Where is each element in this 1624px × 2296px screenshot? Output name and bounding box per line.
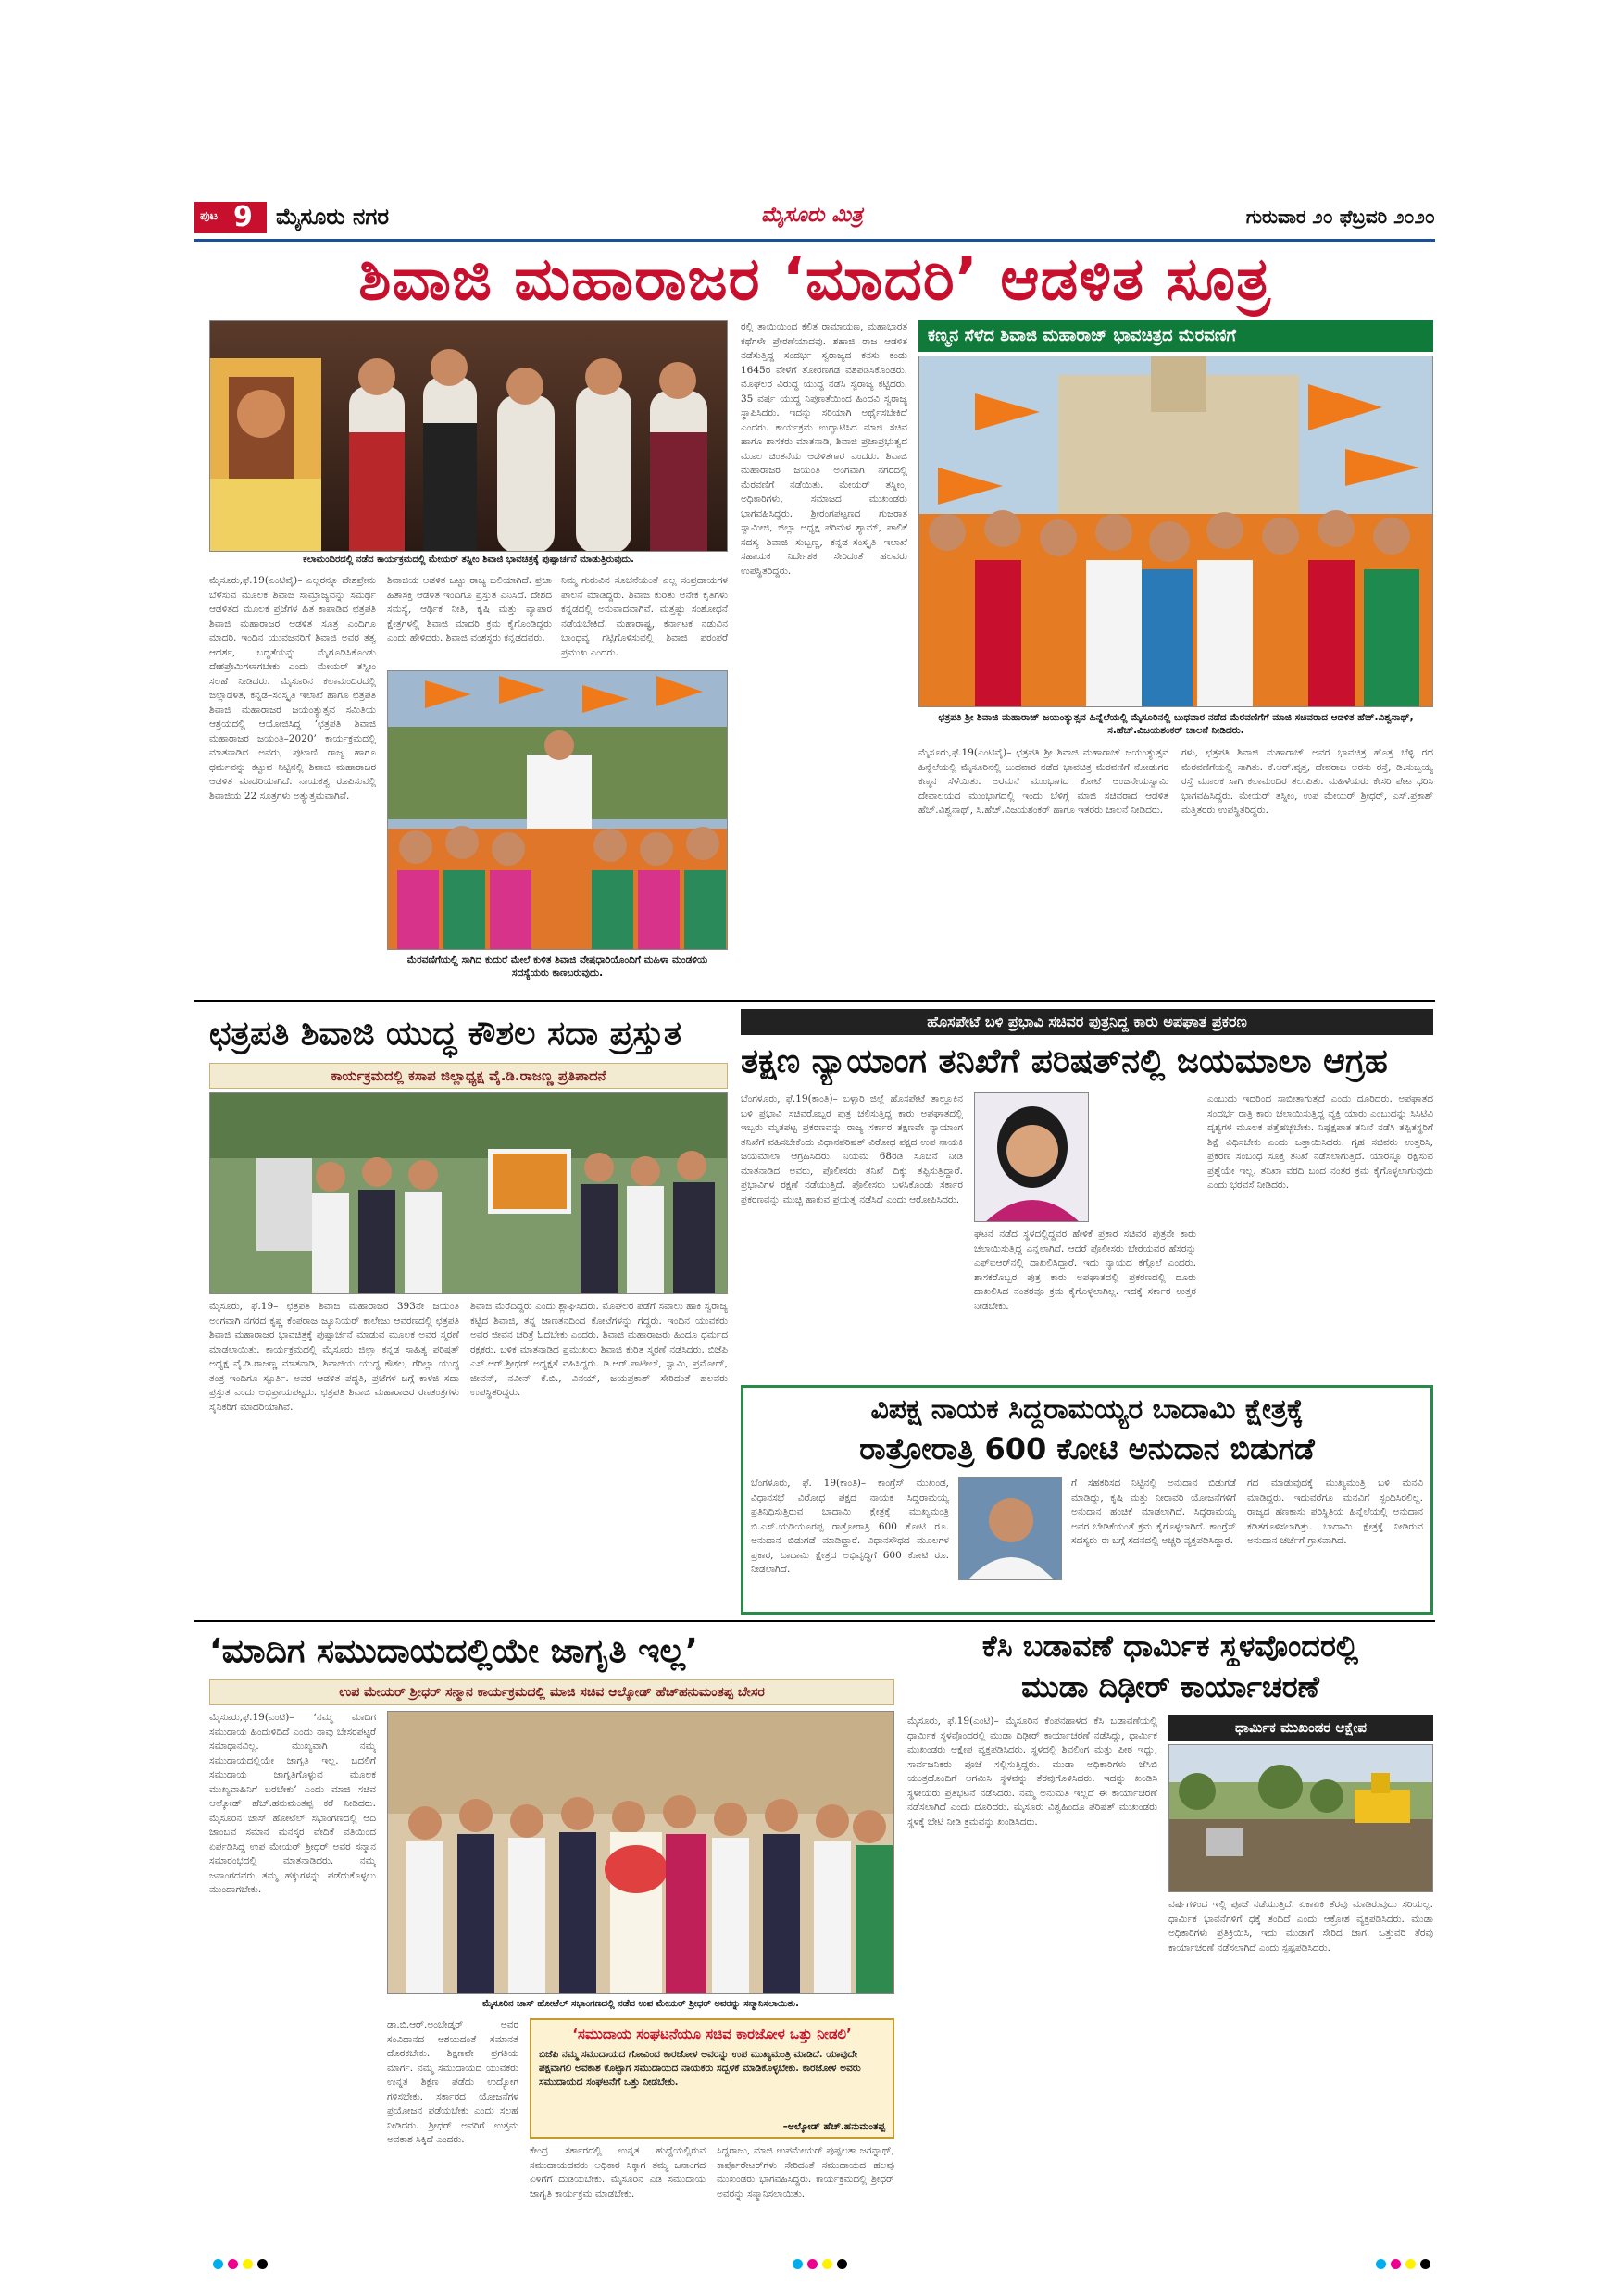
muda-article-col1: ಮೈಸೂರು, ಫೆ.19(ಎಂಟಿ)– ಮೈಸೂರಿನ ಕೆಂಪನಹಾಳದ ಕೆಸಿ ಬಡಾವಣೆಯಲ್ಲಿ ಧಾರ್ಮಿಕ ಸ್ಥಳವೊಂದರಲ್ಲಿ ಮುಡಾ ದಿಢೀರ್ ಕಾರ್ಯಾಚರಣೆ ನಡೆಸಿದ್ದು, ಧಾರ್ಮಿಕ ಮುಖಂಡರು ಆಕ್ಷೇಪ ವ್ಯಕ್ತಪಡಿಸಿದರು. ಸ್ಥಳದಲ್ಲಿ ಶಿವಲಿಂಗ ಮತ್ತು ಪೀಠ ಇದ್ದು, ಸಾರ್ವಜನಿಕರು ಪೂಜೆ ಸಲ್ಲಿಸುತ್ತಿದ್ದರು. ಮುಡಾ ಅಧಿಕಾರಿಗಳು ಜೆಸಿಬಿ ಯಂತ್ರದೊಂದಿಗೆ ಆಗಮಿಸಿ ಸ್ಥಳವನ್ನು ತೆರವುಗೊಳಿಸಿದರು. ಇದನ್ನು ಖಂಡಿಸಿ ಸ್ಥಳೀಯರು ಪ್ರತಿಭಟನೆ ನಡೆಸಿದರು. ನಮ್ಮ ಅನುಮತಿ ಇಲ್ಲದೆ ಈ ಕಾರ್ಯಾಚರಣೆ ನಡೆಸಲಾಗಿದೆ ಎಂದು ದೂರಿದರು. ಮೈಸೂರು ವಿಶ್ವಹಿಂದೂ ಪರಿಷತ್ ಮುಖಂಡರು ಸ್ಥಳಕ್ಕೆ ಭೇಟಿ ನೀಡಿ ಕ್ರಮವನ್ನು ಖಂಡಿಸಿದರು. [907, 1716, 1157, 1828]
masthead-rule [194, 239, 1435, 242]
registration-dot [1391, 2259, 1401, 2269]
muda-site-photo [1168, 1744, 1433, 1892]
lead-article-col4: ರಲ್ಲಿ ತಾಯಿಯಿಂದ ಕಲಿತ ರಾಮಾಯಣ, ಮಹಾಭಾರತ ಕಥೆಗಳೇ ಪ್ರೇರಣೆಯಾದವು. ಶಹಾಜಿ ರಾಜ ಆಡಳಿತ ನಡೆಸುತ್ತಿದ್ದ ಸಂದರ್ಭ ಸ್ವರಾಜ್ಯದ ಕನಸು ಕಂಡು 1645ರ ವೇಳೆಗೆ ತೋರಣಗಡ ವಶಪಡಿಸಿಕೊಂಡರು. ಮೊಘಲರ ವಿರುದ್ಧ ಯುದ್ಧ ನಡೆಸಿ ಸ್ವರಾಜ್ಯ ಕಟ್ಟಿದರು. 35 ವರ್ಷ ಯುದ್ಧ ನಿಪುಣತೆಯಿಂದ ಹಿಂದವಿ ಸ್ವರಾಜ್ಯ ಸ್ಥಾಪಿಸಿದರು. ಇದನ್ನು ಸರಿಯಾಗಿ ಅರ್ಥೈಸಬೇಕಿದೆ ಎಂದರು. ಕಾರ್ಯಕ್ರಮ ಉದ್ಘಾಟಿಸಿದ ಮಾಜಿ ಸಚಿವ ಹಾಗೂ ಶಾಸಕರು ಮಾತನಾಡಿ, ಶಿವಾಜಿ ಪ್ರಜಾಪ್ರಭುತ್ವದ ಮೂಲ ಚಿಂತನೆಯ ಆಡಳಿತಗಾರ ಎಂದರು. ಶಿವಾಜಿ ಮಹಾರಾಜರ ಜಯಂತಿ ಅಂಗವಾಗಿ ನಗರದಲ್ಲಿ ಮೆರವಣಿಗೆ ನಡೆಯಿತು. ಮೇಯರ್ ತಸ್ನೀಂ, ಅಧಿಕಾರಿಗಳು, ಸಮಾಜದ ಮುಖಂಡರು ಭಾಗವಹಿಸಿದ್ದರು. ಶ್ರೀರಂಗಪಟ್ಟಣದ ಗುಜರಾತ ಸ್ವಾಮೀಜಿ, ಜಿಲ್ಲಾ ಅಧ್ಯಕ್ಷ ಪರಿಮಳ ಶ್ಯಾಮ್, ಪಾಲಿಕೆ ಸದಸ್ಯ ಶಿವಾಜಿ ಸುಬ್ಬಣ್ಣ, ಕನ್ನಡ–ಸಂಸ್ಕೃತಿ ಇಲಾಖೆ ಸಹಾಯಕ ನಿರ್ದೇಶಕ ಸೇರಿದಂತೆ ಹಲವರು ಉಪಸ್ಥಿತರಿದ್ದರು. [741, 321, 907, 577]
accident-article-col1: ಬೆಂಗಳೂರು, ಫೆ.19(ಕಾಂತಿ)– ಬಳ್ಳಾರಿ ಜಿಲ್ಲೆ ಹೊಸಪೇಟೆ ತಾಲ್ಲೂಕಿನ ಬಳಿ ಪ್ರಭಾವಿ ಸಚಿವರೊಬ್ಬರ ಪುತ್ರ ಚಲಿಸುತ್ತಿದ್ದ ಕಾರು ಅಪಘಾತದಲ್ಲಿ ಇಬ್ಬರು ಮೃತಪಟ್ಟ ಪ್ರಕರಣವನ್ನು ರಾಜ್ಯ ಸರ್ಕಾರ ತಕ್ಷಣವೇ ನ್ಯಾಯಾಂಗ ತನಿಖೆಗೆ ವಹಿಸಬೇಕೆಂದು ವಿಧಾನಪರಿಷತ್ ವಿರೋಧ ಪಕ್ಷದ ಉಪ ನಾಯಕಿ ಜಯಮಾಲಾ ಆಗ್ರಹಿಸಿದರು. ನಿಯಮ 68ರಡಿ ಸೂಚನೆ ನೀಡಿ ಮಾತನಾಡಿದ ಅವರು, ಪೊಲೀಸರು ತನಿಖೆ ದಿಕ್ಕು ತಪ್ಪಿಸುತ್ತಿದ್ದಾರೆ. ಪ್ರಭಾವಿಗಳ ರಕ್ಷಣೆ ನಡೆಯುತ್ತಿದೆ. ಪೊಲೀಸರು ಬಳಸಿಕೊಂಡು ಸರ್ಕಾರ ಪ್ರಕರಣವನ್ನು ಮುಚ್ಚಿ ಹಾಕುವ ಪ್ರಯತ್ನ ನಡೆಸಿದೆ ಎಂದು ಆರೋಪಿಸಿದರು. [741, 1093, 963, 1205]
page-number: 9 [233, 201, 253, 233]
registration-dot [213, 2259, 223, 2269]
madiga-quote-text: ಬಿಜೆಪಿ ನಮ್ಮ ಸಮುದಾಯದ ಗೋವಿಂದ ಕಾರಜೋಳ ಅವರನ್ನು ಉಪ ಮುಖ್ಯಮಂತ್ರಿ ಮಾಡಿದೆ. ಯಾವುದೇ ಪಕ್ಷವಾಗಲಿ ಅವಕಾಶ ಕೊಟ್ಟಾಗ ಸಮುದಾಯದ ನಾಯಕರು ಸದ್ಬಳಕೆ ಮಾಡಿಕೊಳ್ಳಬೇಕು. ಕಾರಜೋಳ ಅವರು ಸಮುದಾಯದ ಸಂಘಟನೆಗೆ ಒತ್ತು ನೀಡಬೇಕು. [539, 2049, 861, 2088]
madiga-subhead-box [209, 1679, 894, 1705]
muda-headline-line2: ಮುಡಾ ದಿಢೀರ್ ಕಾರ್ಯಾಚರಣೆ [1021, 1669, 1319, 1704]
page-label: ಪುಟ [200, 209, 219, 223]
madiga-article-col4: ಸಿದ್ದರಾಜು, ಮಾಜಿ ಉಪಮೇಯರ್ ಪುಷ್ಪಲತಾ ಜಗನ್ನಾಥ್, ಕಾರ್ಪೊರೇಟರ್‌ಗಳು ಸೇರಿದಂತೆ ಸಮುದಾಯದ ಹಲವು ಮುಖಂಡರು ಭಾಗವಹಿಸಿದ್ದರು. ಕಾರ್ಯಕ್ರಮದಲ್ಲಿ ಶ್ರೀಧರ್ ಅವರನ್ನು ಸನ್ಮಾನಿಸಲಾಯಿತು. [717, 2145, 894, 2200]
lead-article-col1: ಮೈಸೂರು,ಫೆ.19(ಎಂಟಿವೈ)– ಎಲ್ಲರನ್ನೂ ದೇಶಪ್ರೇಮ ಬೆಳೆಸುವ ಮೂಲಕ ಶಿವಾಜಿ ಸಾಮ್ರಾಜ್ಯವನ್ನು ಸಮರ್ಥ ಆಡಳಿತದ ಮೂಲಕ ಪ್ರಜೆಗಳ ಹಿತ ಕಾಪಾಡಿದ ಛತ್ರಪತಿ ಶಿವಾಜಿ ಮಹಾರಾಜರ ಆಡಳಿತ ಸೂತ್ರ ಎಂದಿಗೂ ಮಾದರಿ. ಇಂದಿನ ಯುವಜನರಿಗೆ ಶಿವಾಜಿ ಅವರ ತತ್ವ ಆದರ್ಶ, ಬದ್ಧತೆಯನ್ನು ಮೈಗೂಡಿಸಿಕೊಂಡು ದೇಶಪ್ರೇಮಿಗಳಾಗಬೇಕು ಎಂದು ಮೇಯರ್ ತಸ್ನೀಂ ಸಲಹೆ ನೀಡಿದರು. ಮೈಸೂರಿನ ಕಲಾಮಂದಿರದಲ್ಲಿ ಜಿಲ್ಲಾಡಳಿತ, ಕನ್ನಡ–ಸಂಸ್ಕೃತಿ ಇಲಾಖೆ ಹಾಗೂ ಛತ್ರಪತಿ ಶಿವಾಜಿ ಮಹಾರಾಜರ ಜಯಂತ್ಯುತ್ಸವ ಸಮಿತಿಯ ಆಶ್ರಯದಲ್ಲಿ ಆಯೋಜಿಸಿದ್ದ ‘ಛತ್ರಪತಿ ಶಿವಾಜಿ ಮಹಾರಾಜರ ಜಯಂತಿ–2020’ ಕಾರ್ಯಕ್ರಮದಲ್ಲಿ ಮಾತನಾಡಿದ ಅವರು, ಪುಟಾಣಿ ರಾಜ್ಯ ಹಾಗೂ ಧರ್ಮವನ್ನು ಕಟ್ಟುವ ನಿಟ್ಟಿನಲ್ಲಿ ಶಿವಾಜಿ ಮಹಾರಾಜರ ಆಡಳಿತ ಮಾದರಿಯಾಗಿದೆ. ನಾಯಕತ್ವ ರೂಪಿಸುವಲ್ಲಿ ಶಿವಾಜಿಯ 22 ಸೂತ್ರಗಳು ಅತ್ಯುತ್ತಮವಾಗಿವೆ. [209, 575, 376, 802]
registration-dot [837, 2259, 847, 2269]
accident-kicker: ಹೊಸಪೇಟೆ ಬಳಿ ಪ್ರಭಾವಿ ಸಚಿವರ ಪುತ್ರನಿದ್ದ ಕಾರು ಅಪಘಾತ ಪ್ರಕರಣ [927, 1013, 1247, 1030]
badami-article-col2: ಗೆ ಸಹಕರಿಸದ ನಿಟ್ಟಿನಲ್ಲಿ ಅನುದಾನ ಬಿಡುಗಡೆ ಮಾಡಿದ್ದು, ಕೃಷಿ ಮತ್ತು ನೀರಾವರಿ ಯೋಜನೆಗಳಿಗೆ ಅನುದಾನ ಹಂಚಿಕೆ ಮಾಡಲಾಗಿದೆ. ಸಿದ್ದರಾಮಯ್ಯ ಅವರ ಬೇಡಿಕೆಯಂತೆ ಕ್ರಮ ಕೈಗೊಳ್ಳಲಾಗಿದೆ. ಕಾಂಗ್ರೆಸ್ ಸದಸ್ಯರು ಈ ಬಗ್ಗೆ ಸದನದಲ್ಲಿ ಅಚ್ಚರಿ ವ್ಯಕ್ತಪಡಿಸಿದ್ದಾರೆ. [1071, 1478, 1236, 1546]
accident-kicker-bar [741, 1009, 1433, 1035]
chhatrapati-article-col1: ಮೈಸೂರು, ಫೆ.19– ಛತ್ರಪತಿ ಶಿವಾಜಿ ಮಹಾರಾಜರ 393ನೇ ಜಯಂತಿ ಅಂಗವಾಗಿ ನಗರದ ಕೃಷ್ಣ ಕೆಂಪರಾಜ ಜ್ಯೂನಿಯರ್ ಕಾಲೇಜು ಆವರಣದಲ್ಲಿ ಛತ್ರಪತಿ ಶಿವಾಜಿ ಮಹಾರಾಜರ ಭಾವಚಿತ್ರಕ್ಕೆ ಪುಷ್ಪಾರ್ಚನೆ ಮಾಡುವ ಮೂಲಕ ಅವರ ಸ್ಮರಣೆ ಮಾಡಲಾಯಿತು. ಕಾರ್ಯಕ್ರಮದಲ್ಲಿ ಮೈಸೂರು ಜಿಲ್ಲಾ ಕನ್ನಡ ಸಾಹಿತ್ಯ ಪರಿಷತ್ ಅಧ್ಯಕ್ಷ ವೈ.ಡಿ.ರಾಜಣ್ಣ ಮಾತನಾಡಿ, ಶಿವಾಜಿಯ ಯುದ್ಧ ಕೌಶಲ, ಗೆರಿಲ್ಲಾ ಯುದ್ಧ ತಂತ್ರ ಇಂದಿಗೂ ಸ್ಫೂರ್ತಿ. ಅವರ ಆಡಳಿತ ಪದ್ಧತಿ, ಪ್ರಜೆಗಳ ಬಗ್ಗೆ ಕಾಳಜಿ ಸದಾ ಪ್ರಸ್ತುತ ಎಂದು ಅಭಿಪ್ರಾಯಪಟ್ಟರು. ಛತ್ರಪತಿ ಶಿವಾಜಿ ಮಹಾರಾಜರ ರಣತಂತ್ರಗಳು ಸೈನಿಕರಿಗೆ ಮಾದರಿಯಾಗಿವೆ. [209, 1301, 459, 1413]
accident-article-col3: ಎಂಬುದು ಇದರಿಂದ ಸಾಬೀತಾಗುತ್ತದೆ ಎಂದು ದೂರಿದರು. ಅಪಘಾತದ ಸಂದರ್ಭ ರಾತ್ರಿ ಕಾರು ಚಲಾಯಿಸುತ್ತಿದ್ದ ವ್ಯಕ್ತಿ ಯಾರು ಎಂಬುದನ್ನು ಸಿಸಿಟಿವಿ ದೃಶ್ಯಗಳ ಮೂಲಕ ಪತ್ತೆಹಚ್ಚಬೇಕು. ನಿಷ್ಪಕ್ಷಪಾತ ತನಿಖೆ ನಡೆಸಿ ತಪ್ಪಿತಸ್ಥರಿಗೆ ಶಿಕ್ಷೆ ವಿಧಿಸಬೇಕು ಎಂದು ಒತ್ತಾಯಿಸಿದರು. ಗೃಹ ಸಚಿವರು ಉತ್ತರಿಸಿ, ಪ್ರಕರಣ ಸಂಬಂಧ ಸೂಕ್ತ ತನಿಖೆ ನಡೆಸಲಾಗುತ್ತಿದೆ. ಯಾರನ್ನೂ ರಕ್ಷಿಸುವ ಪ್ರಶ್ನೆಯೇ ಇಲ್ಲ. ತನಿಖಾ ವರದಿ ಬಂದ ನಂತರ ಕ್ರಮ ಕೈಗೊಳ್ಳಲಾಗುವುದು ಎಂದು ಭರವಸೆ ನೀಡಿದರು. [1207, 1093, 1433, 1191]
chhatrapati-subhead: ಕಾರ್ಯಕ್ರಮದಲ್ಲಿ ಕಸಾಪ ಜಿಲ್ಲಾಧ್ಯಕ್ಷ ವೈ.ಡಿ.ರಾಜಣ್ಣ ಪ್ರತಿಪಾದನೆ [331, 1067, 606, 1084]
registration-dot [1420, 2259, 1430, 2269]
registration-dot [1405, 2259, 1416, 2269]
registration-dot [1376, 2259, 1386, 2269]
muda-side-label [1168, 1715, 1433, 1741]
chhatrapati-subhead-box [209, 1063, 728, 1089]
lead-article-col3: ನಿಮ್ಮ ಗುರುವಿನ ಸೂಚನೆಯಂತೆ ಎಲ್ಲ ಸಂಪ್ರದಾಯಗಳ ಪಾಲನೆ ಮಾಡಿದ್ದರು. ಶಿವಾಜಿ ಕುರಿತು ಅನೇಕ ಕೃತಿಗಳು ಕನ್ನಡದಲ್ಲಿ ಅನುವಾದವಾಗಿವೆ. ಮತ್ತಷ್ಟು ಸಂಶೋಧನೆ ನಡೆಯಬೇಕಿದೆ. ಮಹಾರಾಷ್ಟ್ರ, ಕರ್ನಾಟಕ ನಡುವಿನ ಬಾಂಧವ್ಯ ಗಟ್ಟಿಗೊಳಿಸುವಲ್ಲಿ ಶಿವಾಜಿ ಪರಂಪರೆ ಪ್ರಮುಖ ಎಂದರು. [561, 575, 728, 658]
badami-headline-line2: ರಾತ್ರೋರಾತ್ರಿ 600 ಕೋಟಿ ಅನುದಾನ ಬಿಡುಗಡೆ [859, 1431, 1315, 1466]
procession-article-col1: ಮೈಸೂರು,ಫೆ.19(ಎಂಟಿವೈ)– ಛತ್ರಪತಿ ಶ್ರೀ ಶಿವಾಜಿ ಮಹಾರಾಜ್ ಜಯಂತ್ಯುತ್ಸವ ಹಿನ್ನೆಲೆಯಲ್ಲಿ ಮೈಸೂರಿನಲ್ಲಿ ಬುಧವಾರ ನಡೆದ ಭಾವಚಿತ್ರ ಮೆರವಣಿಗೆ ನೋಡುಗರ ಕಣ್ಮನ ಸೆಳೆಯಿತು. ಅರಮನೆ ಮುಂಭಾಗದ ಕೋಟೆ ಆಂಜನೇಯಸ್ವಾಮಿ ದೇವಾಲಯದ ಮುಂಭಾಗದಲ್ಲಿ ಇಂದು ಬೆಳಿಗ್ಗೆ ಮಾಜಿ ಸಚಿವರಾದ ಆಡಳಿತ ಹೆಚ್.ವಿಶ್ವನಾಥ್, ಸಿ.ಹೆಚ್.ವಿಜಯಶಂಕರ್ ಹಾಗೂ ಇತರರು ಚಾಲನೆ ನೀಡಿದರು. [918, 747, 1168, 816]
madiga-quote-title: ‘ಸಮುದಾಯ ಸಂಘಟನೆಯೂ ಸಚಿವ ಕಾರಜೋಳ ಒತ್ತು ನೀಡಲಿ’ [572, 2026, 852, 2042]
women-procession-caption: ಮೆರವಣಿಗೆಯಲ್ಲಿ ಸಾಗಿದ ಕುದುರೆ ಮೇಲೆ ಕುಳಿತ ಶಿವಾಜಿ ವೇಷಧಾರಿಯೊಂದಿಗೆ ಮಹಿಳಾ ಮಂಡಳಿಯ ಸದಸ್ಯೆಯರು ಕಾಣಬರುವುದು. [406, 955, 708, 979]
procession-article-col2: ಗಳು, ಛತ್ರಪತಿ ಶಿವಾಜಿ ಮಹಾರಾಜ್ ಅವರ ಭಾವಚಿತ್ರ ಹೊತ್ತ ಬೆಳ್ಳಿ ರಥ ಮೆರವಣಿಗೆಯಲ್ಲಿ ಸಾಗಿತು. ಕೆ.ಆರ್.ವೃತ್ತ, ದೇವರಾಜ ಅರಸು ರಸ್ತೆ, ಡಿ.ಸುಬ್ಬಯ್ಯ ರಸ್ತೆ ಮೂಲಕ ಸಾಗಿ ಕಲಾಮಂದಿರ ತಲುಪಿತು. ಮಹಿಳೆಯರು ಕೇಸರಿ ಪೇಟ ಧರಿಸಿ ಭಾಗವಹಿಸಿದ್ದರು. ಮೇಯರ್ ತಸ್ನೀಂ, ಉಪ ಮೇಯರ್ ಶ್ರೀಧರ್, ಎಸ್.ಪ್ರಕಾಶ್ ಮತ್ತಿತರರು ಉಪಸ್ಥಿತರಿದ್ದರು. [1181, 747, 1433, 816]
badami-article-col1: ಬೆಂಗಳೂರು, ಫೆ. 19(ಕಾಂತಿ)– ಕಾಂಗ್ರೆಸ್ ಮುಖಂಡ, ವಿಧಾನಸಭೆ ವಿರೋಧ ಪಕ್ಷದ ನಾಯಕ ಸಿದ್ದರಾಮಯ್ಯ ಪ್ರತಿನಿಧಿಸುತ್ತಿರುವ ಬಾದಾಮಿ ಕ್ಷೇತ್ರಕ್ಕೆ ಮುಖ್ಯಮಂತ್ರಿ ಬಿ.ಎಸ್.ಯಡಿಯೂರಪ್ಪ ರಾತ್ರೋರಾತ್ರಿ 600 ಕೋಟಿ ರೂ. ಅನುದಾನ ಬಿಡುಗಡೆ ಮಾಡಿದ್ದಾರೆ. ವಿಧಾನಸೌಧದ ಮೂಲಗಳ ಪ್ರಕಾರ, ಬಾದಾಮಿ ಕ್ಷೇತ್ರದ ಅಭಿವೃದ್ಧಿಗೆ 600 ಕೋಟಿ ರೂ. ನೀಡಲಾಗಿದೆ. [751, 1478, 949, 1575]
registration-dot [257, 2259, 268, 2269]
registration-dot [822, 2259, 832, 2269]
felicitation-photo-caption: ಮೈಸೂರಿನ ಜಾಸ್‌ ಹೋಟೆಲ್ ಸಭಾಂಗಣದಲ್ಲಿ ನಡೆದ ಉಪ ಮೇಯರ್ ಶ್ರೀಧರ್ ಅವರನ್ನು ಸನ್ಮಾನಿಸಲಾಯಿತು. [482, 1999, 799, 2009]
issue-date: ಗುರುವಾರ ೨೦ ಫೆಬ್ರವರಿ ೨೦೨೦ [1245, 206, 1435, 228]
page-header [194, 198, 1435, 239]
registration-dot [243, 2259, 253, 2269]
paper-name: ಮೈಸೂರು ಮಿತ್ರ [761, 204, 863, 227]
madiga-headline: ‘ಮಾದಿಗ ಸಮುದಾಯದಲ್ಲಿಯೇ ಜಾಗೃತಿ ಇಲ್ಲ’ [209, 1632, 698, 1670]
chhatrapati-headline: ಛತ್ರಪತಿ ಶಿವಾಜಿ ಯುದ್ಧ ಕೌಶಲ ಸದಾ ಪ್ರಸ್ತುತ [209, 1015, 681, 1053]
section-divider-1 [194, 1000, 1435, 1002]
women-procession-photo [387, 670, 728, 950]
lead-headline: ಶಿವಾಜಿ ಮಹಾರಾಜರ ‘ಮಾದರಿ’ ಆಡಳಿತ ಸೂತ್ರ [358, 245, 1271, 314]
procession-banner [918, 320, 1433, 352]
muda-article-col2: ವರ್ಷಗಳಿಂದ ಇಲ್ಲಿ ಪೂಜೆ ನಡೆಯುತ್ತಿದೆ. ಏಕಾಏಕಿ ತೆರವು ಮಾಡಿರುವುದು ಸರಿಯಲ್ಲ. ಧಾರ್ಮಿಕ ಭಾವನೆಗಳಿಗೆ ಧಕ್ಕೆ ತಂದಿದೆ ಎಂದು ಆಕ್ರೋಶ ವ್ಯಕ್ತಪಡಿಸಿದರು. ಮುಡಾ ಅಧಿಕಾರಿಗಳು ಪ್ರತಿಕ್ರಿಯಿಸಿ, ಇದು ಮುಡಾಗೆ ಸೇರಿದ ಜಾಗ. ಒತ್ತುವರಿ ತೆರವು ಕಾರ್ಯಾಚರಣೆ ನಡೆಸಲಾಗಿದೆ ಎಂದು ಸ್ಪಷ್ಟಪಡಿಸಿದರು. [1168, 1899, 1433, 1953]
accident-headline: ತಕ್ಷಣ ನ್ಯಾಯಾಂಗ ತನಿಖೆಗೆ ಪರಿಷತ್‌ನಲ್ಲಿ ಜಯಮಾಲಾ ಆಗ್ರಹ [741, 1042, 1388, 1080]
madiga-article-col2: ಡಾ.ಬಿ.ಆರ್.ಅಂಬೇಡ್ಕರ್ ಅವರ ಸಂವಿಧಾನದ ಆಶಯದಂತೆ ಸಮಾನತೆ ದೊರಕಬೇಕು. ಶಿಕ್ಷಣವೇ ಪ್ರಗತಿಯ ಮಾರ್ಗ. ನಮ್ಮ ಸಮುದಾಯದ ಯುವಕರು ಉನ್ನತ ಶಿಕ್ಷಣ ಪಡೆದು ಉದ್ಯೋಗ ಗಳಿಸಬೇಕು. ಸರ್ಕಾರದ ಯೋಜನೆಗಳ ಪ್ರಯೋಜನ ಪಡೆಯಬೇಕು ಎಂದು ಸಲಹೆ ನೀಡಿದರು. ಶ್ರೀಧರ್ ಅವರಿಗೆ ಉತ್ತಮ ಅವಕಾಶ ಸಿಕ್ಕಿದೆ ಎಂದರು. [387, 2019, 518, 2145]
section-name: ಮೈಸೂರು ನಗರ [276, 204, 390, 230]
page-number-badge [194, 202, 267, 233]
section-divider-2 [194, 1620, 1435, 1622]
muda-headline-line1: ಕೆಸಿ ಬಡಾವಣೆ ಧಾರ್ಮಿಕ ಸ್ಥಳವೊಂದರಲ್ಲಿ [981, 1628, 1359, 1664]
procession-banner-text: ಕಣ್ಮನ ಸೆಳೆದ ಶಿವಾಜಿ ಮಹಾರಾಜ್ ಭಾವಚಿತ್ರದ ಮೆರವಣಿಗೆ [928, 326, 1237, 345]
registration-dot [793, 2259, 803, 2269]
procession-photo [918, 356, 1433, 707]
chhatrapati-article-col2: ಶಿವಾಜಿ ಮೆರೆದಿದ್ದರು ಎಂದು ಶ್ಲಾಘಿಸಿದರು. ಮೊಘಲರ ಪಡೆಗೆ ಸವಾಲು ಹಾಕಿ ಸ್ವರಾಜ್ಯ ಕಟ್ಟಿದ ಶಿವಾಜಿ, ತನ್ನ ಜಾಣತನದಿಂದ ಕೋಟೆಗಳನ್ನು ಗೆದ್ದರು. ಇಂದಿನ ಯುವಕರು ಅವರ ಜೀವನ ಚರಿತ್ರೆ ಓದಬೇಕು ಎಂದರು. ಶಿವಾಜಿ ಮಹಾರಾಜರು ಹಿಂದೂ ಧರ್ಮದ ರಕ್ಷಕರು. ಬಳಿಕ ಮಾತನಾಡಿದ ಪ್ರಮುಖರು ಶಿವಾಜಿ ಕುರಿತ ಸ್ಮರಣೆ ನಡೆಸಿದರು. ಬಿಜೆಪಿ ಎಸ್.ಆರ್.ಶ್ರೀಧರ್ ಅಧ್ಯಕ್ಷತೆ ವಹಿಸಿದ್ದರು. ಡಿ.ಆರ್.ಪಾಟೀಲ್, ಸ್ವಾಮಿ, ಪ್ರಮೋದ್, ಜೀವನ್, ನವೀನ್ ಕೆ.ಬಿ., ವಿನಯ್, ಜಯಪ್ರಕಾಶ್ ಸೇರಿದಂತೆ ಹಲವರು ಉಪಸ್ಥಿತರಿದ್ದರು. [470, 1301, 728, 1398]
registration-dot [228, 2259, 238, 2269]
accident-article-col2: ಘಟನೆ ನಡೆದ ಸ್ಥಳದಲ್ಲಿದ್ದವರ ಹೇಳಿಕೆ ಪ್ರಕಾರ ಸಚಿವರ ಪುತ್ರನೇ ಕಾರು ಚಲಾಯಿಸುತ್ತಿದ್ದ ಎನ್ನಲಾಗಿದೆ. ಆದರೆ ಪೊಲೀಸರು ಬೇರೆಯವರ ಹೆಸರನ್ನು ಎಫ್‌ಐಆರ್‌ನಲ್ಲಿ ದಾಖಲಿಸಿದ್ದಾರೆ. ಇದು ನ್ಯಾಯದ ಕಗ್ಗೊಲೆ ಎಂದರು. ಶಾಸಕರೊಬ್ಬರ ಪುತ್ರ ಕಾರು ಅಪಘಾತದಲ್ಲಿ ಪ್ರಕರಣದಲ್ಲಿ ದೂರು ದಾಖಲಿಸಿದ ನಂತರವೂ ಕ್ರಮ ಕೈಗೊಳ್ಳಲಾಗಿಲ್ಲ. ಇದಕ್ಕೆ ಸರ್ಕಾರ ಉತ್ತರ ನೀಡಬೇಕು. [974, 1229, 1196, 1312]
procession-photo-caption: ಛತ್ರಪತಿ ಶ್ರೀ ಶಿವಾಜಿ ಮಹಾರಾಜ್ ಜಯಂತ್ಯುತ್ಸವ ಹಿನ್ನೆಲೆಯಲ್ಲಿ ಮೈಸೂರಿನಲ್ಲಿ ಬುಧವಾರ ನಡೆದ ಮೆರವಣಿಗೆಗೆ ಮಾಜಿ ಸಚಿವರಾದ ಆಡಳಿತ ಹೆಚ್.ವಿಶ್ವನಾಥ್, ಸ.ಹೆಚ್.ವಿಜಯಶಂಕರ್ ಚಾಲನೆ ನೀಡಿದರು. [938, 712, 1414, 736]
madiga-subhead: ಉಪ ಮೇಯರ್ ಶ್ರೀಧರ್ ಸನ್ಮಾನ ಕಾರ್ಯಕ್ರಮದಲ್ಲಿ ಮಾಜಿ ಸಚಿವ ಆಲ್ಕೋಡ್ ಹೆಚ್‌ಹನುಮಂತಪ್ಪ ಬೇಸರ [339, 1685, 765, 1700]
chhatrapati-group-photo [209, 1092, 728, 1294]
madiga-quote-signature: –ಆಲ್ಕೋಡ್ ಹೆಚ್.ಹನುಮಂತಪ್ಪ [782, 2121, 885, 2132]
jayamala-portrait [974, 1092, 1089, 1222]
badami-headline-line1: ವಿಪಕ್ಷ ನಾಯಕ ಸಿದ್ದರಾಮಯ್ಯರ ಬಾದಾಮಿ ಕ್ಷೇತ್ರಕ್ಕೆ [870, 1393, 1304, 1426]
lead-article-col2: ಶಿವಾಜಿಯ ಆಡಳಿತ ಒಟ್ಟು ರಾಜ್ಯ ಬಲಿಯಾಗಿದೆ. ಪ್ರಜಾ ಹಿತಾಸಕ್ತಿ ಆಡಳಿತ ಇಂದಿಗೂ ಪ್ರಸ್ತುತ ಎನಿಸಿದೆ. ದೇಶದ ಸಮಸ್ಯೆ, ಆರ್ಥಿಕ ನೀತಿ, ಕೃಷಿ ಮತ್ತು ವ್ಯಾಪಾರ ಕ್ಷೇತ್ರಗಳಲ್ಲಿ ಶಿವಾಜಿ ಮಾದರಿ ಕ್ರಮ ಕೈಗೊಂಡಿದ್ದರು ಎಂದು ಹೇಳಿದರು. ಶಿವಾಜಿ ವಂಶಸ್ಥರು ಕನ್ನಡದವರು. [387, 575, 552, 643]
muda-side-label-text: ಧಾರ್ಮಿಕ ಮುಖಂಡರ ಆಕ್ಷೇಪ [1235, 1719, 1367, 1736]
badami-box [741, 1385, 1433, 1615]
felicitation-photo [387, 1711, 894, 1994]
ceremony-photo-caption: ಕಲಾಮಂದಿರದಲ್ಲಿ ನಡೆದ ಕಾರ್ಯಕ್ರಮದಲ್ಲಿ ಮೇಯರ್ ತಸ್ನೀಂ ಶಿವಾಜಿ ಭಾವಚಿತ್ರಕ್ಕೆ ಪುಷ್ಪಾರ್ಚನೆ ಮಾಡುತ್ತಿರುವುದು. [303, 555, 634, 565]
madiga-article-col3: ಕೇಂದ್ರ ಸರ್ಕಾರದಲ್ಲಿ ಉನ್ನತ ಹುದ್ದೆಯಲ್ಲಿರುವ ಸಮುದಾಯದವರು ಅಧಿಕಾರ ಸಿಕ್ಕಾಗ ತಮ್ಮ ಜನಾಂಗದ ಏಳಿಗೆಗೆ ದುಡಿಯಬೇಕು. ಮೈಸೂರಿನ ಎಡಿ ಸಮುದಾಯ ಜಾಗೃತಿ ಕಾರ್ಯಕ್ರಮ ಮಾಡಬೇಕು. [530, 2145, 706, 2200]
madiga-article-col1: ಮೈಸೂರು,ಫೆ.19(ಎಂಟಿ)– ‘ನಮ್ಮ ಮಾದಿಗ ಸಮುದಾಯ ಹಿಂದುಳಿದಿದೆ ಎಂದು ನಾವು ಬೇಸರಪಟ್ಟರೆ ಸಮಾಧಾನವಿಲ್ಲ. ಮುಖ್ಯವಾಗಿ ನಮ್ಮ ಸಮುದಾಯದಲ್ಲಿಯೇ ಜಾಗೃತಿ ಇಲ್ಲ. ಬದಲಿಗೆ ಸಮುದಾಯ ಜಾಗೃತಿಗೊಳ್ಳುವ ಮೂಲಕ ಮುಖ್ಯವಾಹಿನಿಗೆ ಬರಬೇಕು’ ಎಂದು ಮಾಜಿ ಸಚಿವ ಆಲ್ಕೋಡ್ ಹೆಚ್.ಹನುಮಂತಪ್ಪ ಕರೆ ನೀಡಿದರು. ಮೈಸೂರಿನ ಜಾಸ್ ಹೋಟೆಲ್ ಸಭಾಂಗಣದಲ್ಲಿ ಆದಿ ಜಾಂಬವ ಸಮಾನ ಮನಸ್ಕರ ವೇದಿಕೆ ವತಿಯಿಂದ ಏರ್ಪಡಿಸಿದ್ದ ಉಪ ಮೇಯರ್ ಶ್ರೀಧರ್ ಅವರ ಸನ್ಮಾನ ಸಮಾರಂಭದಲ್ಲಿ ಮಾತನಾಡಿದರು. ನಮ್ಮ ಜನಾಂಗದವರು ತಮ್ಮ ಹಕ್ಕುಗಳನ್ನು ಪಡೆದುಕೊಳ್ಳಲು ಮುಂದಾಗಬೇಕು. [209, 1712, 376, 1895]
registration-dot [807, 2259, 818, 2269]
madiga-quote-box [530, 2018, 894, 2139]
yediyurappa-photo [958, 1477, 1062, 1580]
badami-article-col3: ಗದ ಮಾಡುವುದಕ್ಕೆ ಮುಖ್ಯಮಂತ್ರಿ ಬಳಿ ಮನವಿ ಮಾಡಿದ್ದರು. ಇದುವರೆಗೂ ಮನವಿಗೆ ಸ್ಪಂದಿಸಿರಲಿಲ್ಲ. ರಾಜ್ಯದ ಹಣಕಾಸು ಪರಿಸ್ಥಿತಿಯ ಹಿನ್ನೆಲೆಯಲ್ಲಿ ಅನುದಾನ ಕಡಿತಗೊಳಿಸಲಾಗಿತ್ತು. ಬಾದಾಮಿ ಕ್ಷೇತ್ರಕ್ಕೆ ನೀಡಿರುವ ಅನುದಾನ ಚರ್ಚೆಗೆ ಗ್ರಾಸವಾಗಿದೆ. [1247, 1478, 1423, 1546]
ceremony-photo [209, 320, 728, 552]
